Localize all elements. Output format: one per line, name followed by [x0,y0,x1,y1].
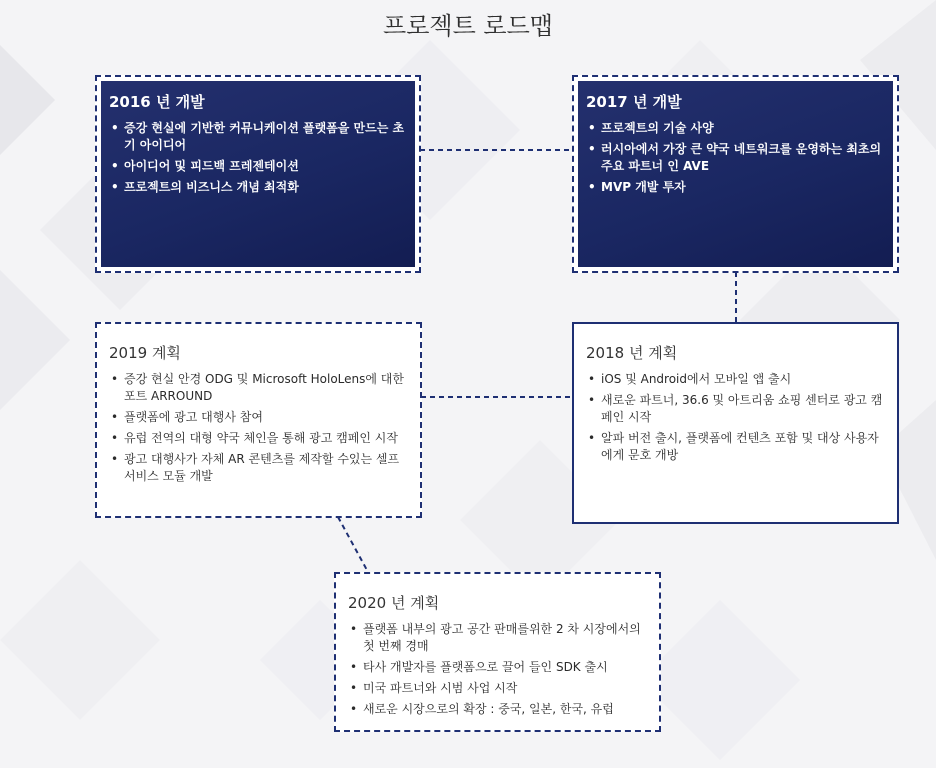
card-2018 [572,322,899,524]
connector-2019-2020 [338,517,368,572]
list-item: • 증강 현실 안경 ODG 및 Microsoft HoloLens에 대한 포트 ARROUND [124,371,408,405]
list-item: • 프로젝트의 기술 사양 [601,120,883,137]
card-2019-title: 2019 계획 [109,344,181,362]
list-item: • 아이디어 및 피드백 프레젠테이션 [124,158,405,175]
card-2016-body [101,81,415,267]
card-2020-list [348,621,647,718]
list-item: • 플랫폼에 광고 대행사 참여 [124,409,408,426]
card-2016-title: 2016 년 개발 [109,93,205,111]
card-2020 [334,572,661,732]
list-item: • MVP 개발 투자 [601,179,883,196]
card-2017-list [586,120,883,196]
card-2018-list [586,371,885,464]
card-2016-list [109,120,405,196]
list-item: • 광고 대행사가 자체 AR 콘텐츠를 제작할 수있는 셀프 서비스 모듈 개발 [124,451,408,485]
list-item: • 프로젝트의 비즈니스 개념 최적화 [124,179,405,196]
card-2017-title: 2017 년 개발 [586,93,682,111]
list-item: • 알파 버전 출시, 플랫폼에 컨텐츠 포함 및 대상 사용자에게 문호 개방 [601,430,885,464]
list-item: • 유럽 전역의 대형 약국 체인을 통해 광고 캠페인 시작 [124,430,408,447]
card-2017 [572,75,899,273]
list-item: • 미국 파트너와 시범 사업 시작 [363,680,647,697]
card-2016 [95,75,421,273]
list-item: • iOS 및 Android에서 모바일 앱 출시 [601,371,885,388]
list-item: • 새로운 시장으로의 확장 : 중국, 일본, 한국, 유럽 [363,701,647,718]
list-item: • 타사 개발자를 플랫폼으로 끌어 들인 SDK 출시 [363,659,647,676]
card-2017-body [578,81,893,267]
card-2018-title: 2018 년 계획 [586,344,678,362]
list-item: • 러시아에서 가장 큰 약국 네트워크를 운영하는 최초의 주요 파트너 인 AVE [601,141,883,175]
list-item: • 플랫폼 내부의 광고 공간 판매를위한 2 차 시장에서의 첫 번째 경매 [363,621,647,655]
page-title: 프로젝트 로드맵 [383,12,553,40]
card-2020-title: 2020 년 계획 [348,594,440,612]
list-item: • 새로운 파트너, 36.6 및 아트리움 쇼핑 센터로 광고 캠페인 시작 [601,392,885,426]
card-2019-list [109,371,408,485]
list-item: • 증강 현실에 기반한 커뮤니케이션 플랫폼을 만드는 초기 아이디어 [124,120,405,154]
card-2019 [95,322,422,518]
